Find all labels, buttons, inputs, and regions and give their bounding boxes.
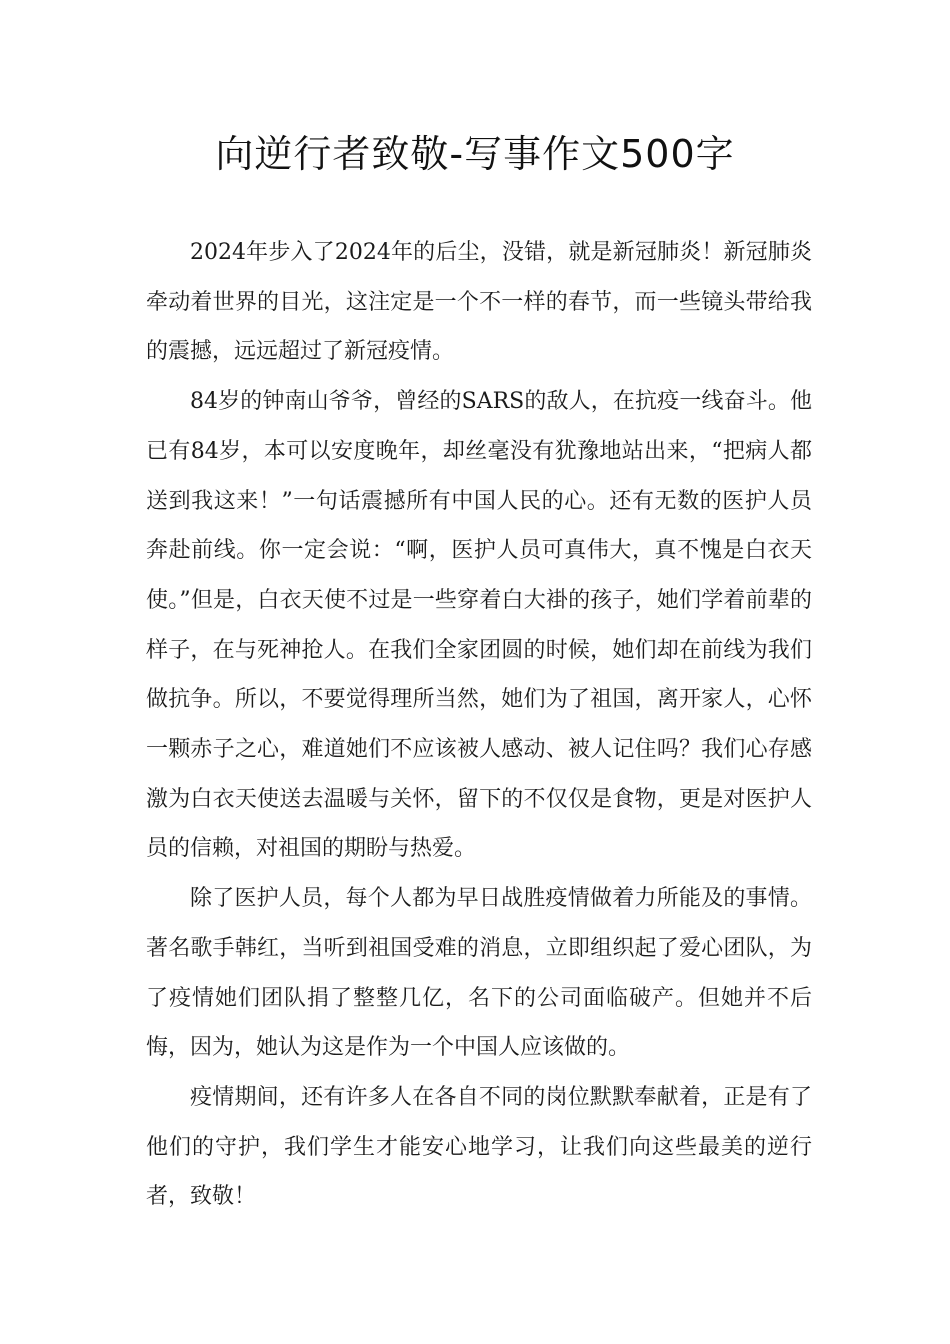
document-body bbox=[146, 228, 812, 1222]
paragraph-1: 2024年步入了2024年的后尘，没错，就是新冠肺炎！新冠肺炎牵动着世界的目光，这注定是一个不一样的春节，而一些镜头带给我的震撼，远远超过了新冠疫情。 bbox=[146, 240, 812, 365]
document-title: 向逆行者致敬-写事作文500字 bbox=[215, 132, 735, 176]
paragraph-3: 除了医护人员，每个人都为早日战胜疫情做着力所能及的事情。著名歌手韩红，当听到祖国受难的消息，立即组织起了爱心团队，为了疫情她们团队捐了整整几亿，名下的公司面临破产。但她并不后悔，因为，她认为这是作为一个中国人应该做的。 bbox=[146, 886, 812, 1061]
paragraph-4: 疫情期间，还有许多人在各自不同的岗位默默奉献着，正是有了他们的守护，我们学生才能安心地学习，让我们向这些最美的逆行者，致敬！ bbox=[146, 1084, 812, 1210]
paragraph-2: 84岁的钟南山爷爷，曾经的SARS的敌人，在抗疫一线奋斗。他已有84岁，本可以安度晚年，却丝毫没有犹豫地站出来，“把病人都送到我这来！”一句话震撼所有中国人民的心。还有无数的医护人员奔赴前线。你一定会说：“啊，医护人员可真伟大，真不愧是白衣天使。”但是，白衣天使不过是一些穿着白大褂的孩子，她们学着前辈的样子，在与死神抢人。在我们全家团圆的时候，她们却在前线为我们做抗争。所以，不要觉得理所当然，她们为了祖国，离开家人，心怀一颗赤子之心，难道她们不应该被人感动、被人记住吗？我们心存感激为白衣天使送去温暖与关怀，留下的不仅仅是食物，更是对医护人员的信赖，对祖国的期盼与热爱。 bbox=[146, 389, 812, 862]
